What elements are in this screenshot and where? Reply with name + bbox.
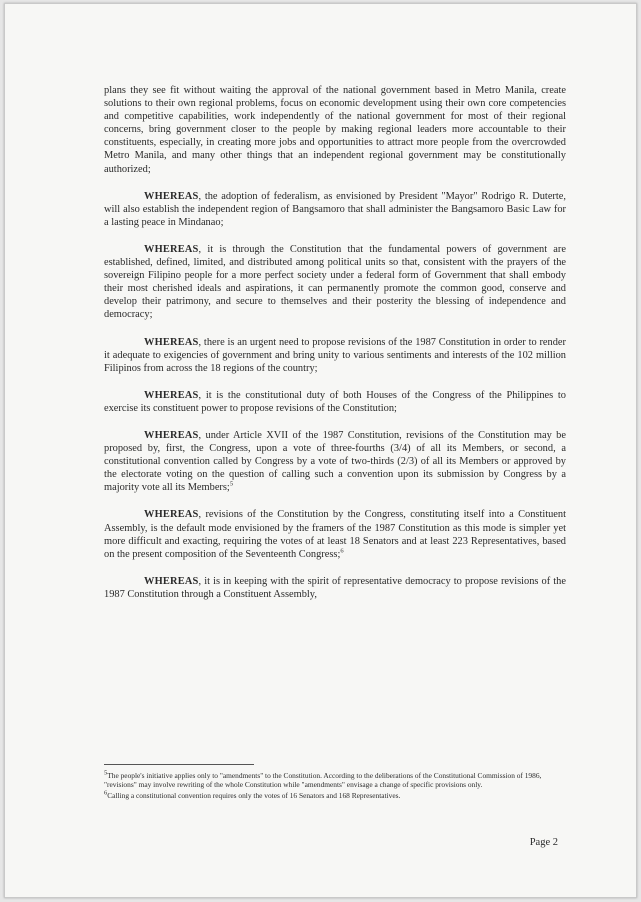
document-page bbox=[4, 3, 637, 898]
footnote-marker: 5 bbox=[229, 480, 234, 488]
paragraph bbox=[104, 84, 566, 176]
footnote-text: The people's initiative applies only to "amendments" to the Constitution. According to the deliberations of the Constitutional Commission of 1986, "revisions" may involve rewriting of the whole Constitution while "amendments" envisage a change of specific provisions only. bbox=[104, 771, 542, 790]
whereas-label: WHEREAS bbox=[144, 389, 199, 401]
paragraph-text: plans they see fit without waiting the approval of the national government based in Metro Manila, create solutions to their own regional problems, focus on economic development using their own core competencies and competitive capabilities, work independently of the national government for most of their regional concerns, bring government closer to the people by making regional leaders more accountable to their constituents, especially, in creating more jobs and opportunities to attract more people from the overcrowded Metro Manila, and many other things that an independent regional government may be constitutionally authorized; bbox=[104, 85, 566, 175]
clause-text: , it is through the Constitution that the fundamental powers of government are established, defined, limited, and distributed among political units so that, consistent with the prayers of the sovereign Filipino people for a more perfect society under a federal form of Government that shall embody their most cherished ideals and aspirations, it can permanently promote the common good, conserve and develop their patrimony, and secure to themselves and their posterity the blessing of independence and democracy; bbox=[104, 243, 566, 321]
whereas-clause bbox=[104, 508, 566, 560]
footnote-marker: 6 bbox=[340, 547, 344, 555]
whereas-label: WHEREAS bbox=[144, 509, 199, 521]
whereas-clause bbox=[104, 575, 566, 601]
clause-text: , it is the constitutional duty of both Houses of the Congress of the Philippines to exercise its constituent power to propose revisions of the Constitution; bbox=[104, 389, 566, 414]
footnote-number: 5 bbox=[104, 769, 108, 777]
footnote-number: 6 bbox=[104, 789, 108, 797]
clause-text: , the adoption of federalism, as envisioned by President "Mayor" Rodrigo R. Duterte, will also establish the independent region of Bangsamoro that shall administer the Bangsamoro Basic Law for a lasting peace in Mindanao; bbox=[104, 190, 566, 228]
footnote-text: Calling a constitutional convention requires only the votes of 16 Senators and 168 Representatives. bbox=[107, 790, 401, 800]
footnote bbox=[104, 791, 566, 800]
clause-text: , revisions of the Constitution by the Congress, constituting itself into a Constituent Assembly, is the default mode envisioned by the framers of the 1987 Constitution as this mode is simpler yet more difficult and exacting, requiring the votes of at least 18 Senators and at least 223 Representatives, based on the present composition of the Seventeenth Congress; bbox=[104, 509, 566, 560]
footnotes-section bbox=[104, 764, 566, 801]
whereas-label: WHEREAS bbox=[144, 336, 199, 348]
whereas-clause bbox=[104, 429, 566, 494]
whereas-label: WHEREAS bbox=[144, 429, 199, 441]
clause-text: , under Article XVII of the 1987 Constitution, revisions of the Constitution may be proposed by, first, the Congress, upon a vote of three-fourths (3/4) of all its Members, or second, a constitutional convention called by Congress by a vote of two-thirds (2/3) of all its Members or approved by the electorate voting on the question of calling such a convention upon its submission by Congress by a majority vote all its Members; bbox=[104, 429, 566, 494]
whereas-label: WHEREAS bbox=[144, 243, 199, 255]
page-number: Page 2 bbox=[529, 837, 558, 848]
whereas-clause bbox=[104, 190, 566, 229]
whereas-label: WHEREAS bbox=[144, 575, 199, 587]
whereas-clause bbox=[104, 243, 566, 322]
footnote-divider bbox=[104, 764, 254, 765]
whereas-label: WHEREAS bbox=[144, 190, 199, 202]
whereas-clause bbox=[104, 389, 566, 415]
clause-text: , it is in keeping with the spirit of representative democracy to propose revisions of the 1987 Constitution through a Constituent Assembly, bbox=[104, 575, 566, 600]
whereas-clause bbox=[104, 336, 566, 375]
clause-text: , there is an urgent need to propose revisions of the 1987 Constitution in order to render it adequate to exigencies of government and bring unity to various sentiments and interests of the 102 million Filipinos from across the 18 regions of the country; bbox=[104, 336, 566, 374]
document-body bbox=[104, 84, 566, 615]
footnote bbox=[104, 771, 566, 790]
